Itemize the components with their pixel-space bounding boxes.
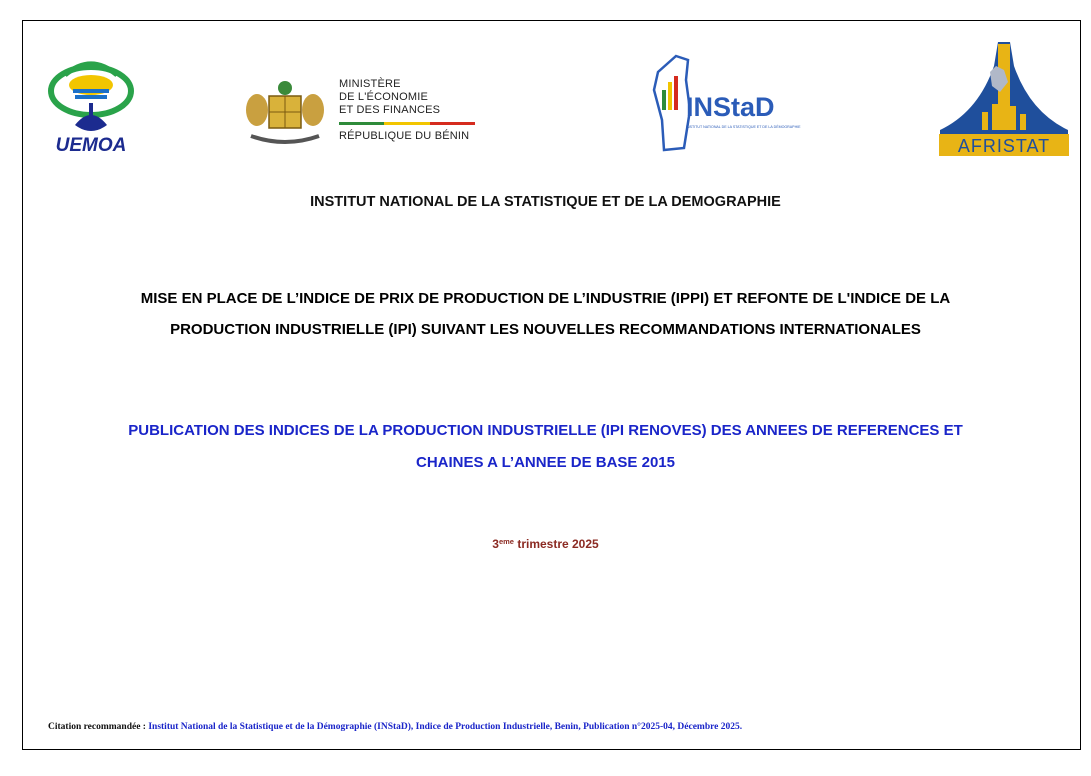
trimester-number: 3 [492, 537, 499, 551]
ministry-name [339, 78, 440, 117]
afristat-logo-text: AFRISTAT [957, 136, 1051, 156]
benin-coat-of-arms-icon [243, 78, 327, 150]
main-title-line: PRODUCTION INDUSTRIELLE (IPI) SUIVANT LES NOUVELLES RECOMMANDATIONS INTERNATIONALES [170, 321, 921, 338]
instad-logo-icon [644, 50, 804, 154]
page-border [22, 20, 1081, 750]
publication-title-line: PUBLICATION DES INDICES DE LA PRODUCTION INDUSTRIELLE (IPI RENOVES) DES ANNEES DE REFERENCES ET [128, 422, 963, 439]
flag-stripe [339, 122, 475, 125]
ministry-logo [243, 78, 483, 150]
uemoa-logo [35, 55, 147, 155]
ministry-line: MINISTÈRE [339, 78, 401, 90]
afristat-logo [938, 42, 1070, 157]
ministry-line: DE L'ÉCONOMIE [339, 91, 429, 103]
instad-logo-subtitle: INSTITUT NATIONAL DE LA STATISTIQUE ET DE LA DÉMOGRAPHIE [686, 125, 801, 129]
institute-title: INSTITUT NATIONAL DE LA STATISTIQUE ET DE LA DEMOGRAPHIE [310, 194, 781, 210]
instad-logo [644, 50, 804, 154]
main-title-line: MISE EN PLACE DE L’INDICE DE PRIX DE PRODUCTION DE L’INDUSTRIE (IPPI) ET REFONTE DE L'INDICE DE LA [140, 290, 951, 307]
publication-title [40, 415, 1051, 479]
citation [48, 722, 742, 732]
uemoa-logo-text: UEMOA [55, 135, 127, 155]
afristat-logo-icon [938, 42, 1070, 157]
trimester-rest: trimestre 2025 [513, 537, 599, 551]
trimester-suffix: eme [498, 537, 514, 546]
citation-label: Citation recommandée : [48, 722, 149, 732]
uemoa-logo-icon [35, 55, 147, 155]
republic-name: RÉPUBLIQUE DU BÉNIN [339, 130, 470, 142]
trimester-label [0, 537, 1091, 551]
publication-title-line: CHAINES A L’ANNEE DE BASE 2015 [416, 454, 675, 471]
citation-text: Institut National de la Statistique et de la Démographie (INStaD), Indice de Production Industrielle, Benin, Publication n°2025-04, Décembre 2025. [148, 722, 743, 732]
ministry-line: ET DES FINANCES [339, 104, 441, 116]
instad-logo-text: INStaD [686, 92, 775, 122]
main-title [40, 283, 1051, 345]
